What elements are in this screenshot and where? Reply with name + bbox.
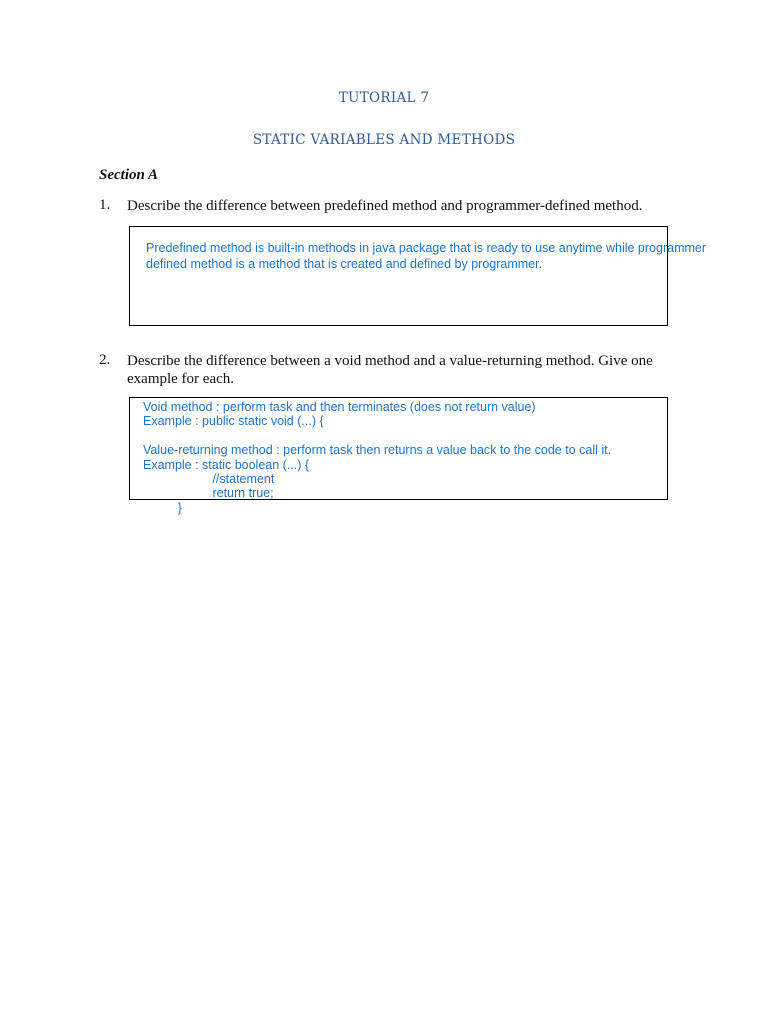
document-subtitle: STATIC VARIABLES AND METHODS bbox=[252, 132, 516, 148]
question-2-number: 2. bbox=[99, 352, 111, 368]
question-1-number: 1. bbox=[99, 197, 111, 213]
question-2-text: Describe the difference between a void method and a value-returning method. Give one example for each. bbox=[127, 353, 653, 387]
answer-1-text: Predefined method is built-in methods in java package that is ready to use anytime while programmer defined method is a method that is created and defined by programmer. bbox=[146, 241, 707, 271]
document-title: TUTORIAL 7 bbox=[338, 90, 430, 106]
question-1-text: Describe the difference between predefined method and programmer-defined method. bbox=[127, 198, 643, 214]
answer-2-text: Void method : perform task and then terminates (does not return value) Example : public static void (...) { Value-returning method : perform task then returns a value back to the code to call it. Example : static boolean (...) { //statement return true; } bbox=[143, 400, 612, 515]
section-label: Section A bbox=[99, 167, 159, 183]
